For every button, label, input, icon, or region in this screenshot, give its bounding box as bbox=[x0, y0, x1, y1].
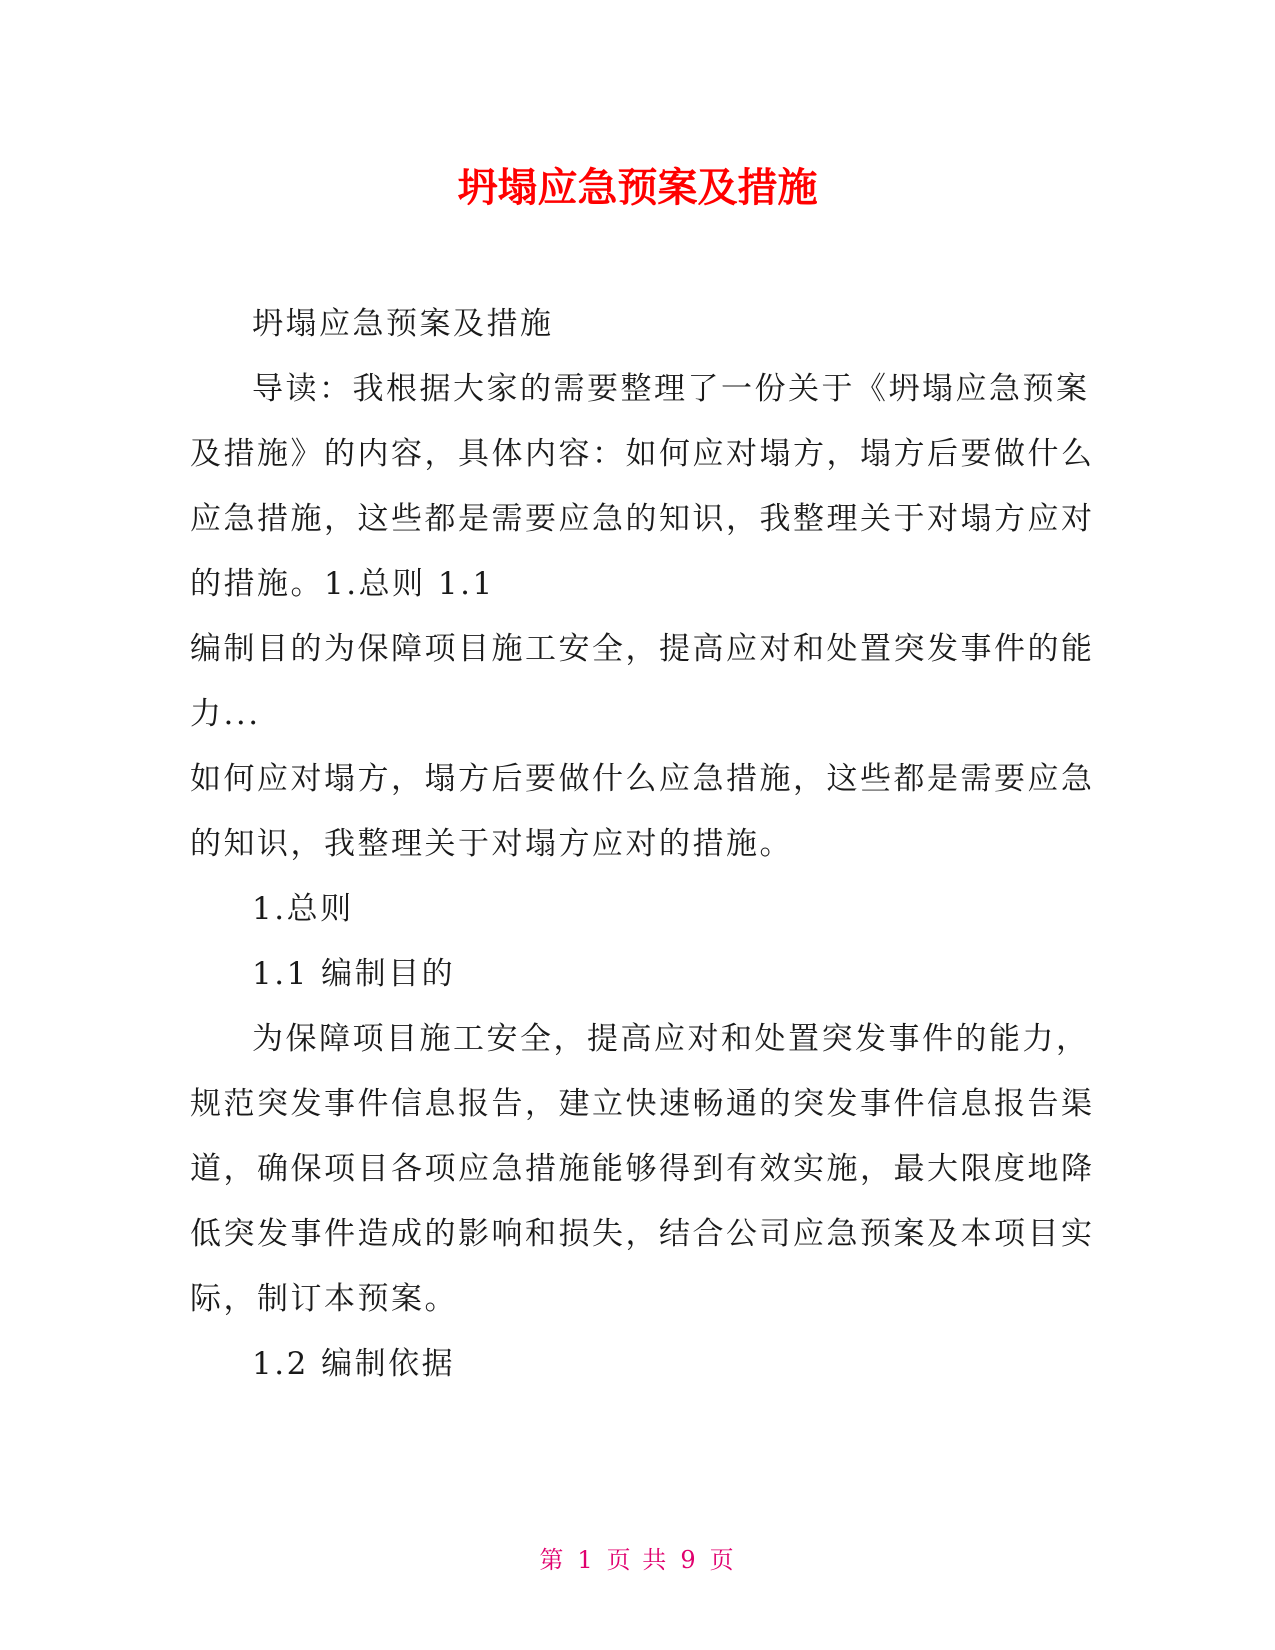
document-title: 坍塌应急预案及措施 bbox=[457, 165, 818, 211]
footer-prefix: 第 bbox=[539, 1546, 566, 1574]
total-page-count: 9 bbox=[680, 1546, 698, 1574]
body-line: 为保障项目施工安全，提高应对和处置突发事件的能力， bbox=[252, 1021, 1090, 1057]
body-line: 坍塌应急预案及措施 bbox=[252, 306, 554, 342]
section-heading: 1.总则 bbox=[252, 891, 354, 927]
current-page-number: 1 bbox=[577, 1546, 595, 1574]
body-line: 道，确保项目各项应急措施能够得到有效实施，最大限度地降 bbox=[190, 1151, 1095, 1187]
body-line: 应急措施，这些都是需要应急的知识，我整理关于对塌方应对 bbox=[190, 501, 1095, 537]
body-line: 力... bbox=[190, 696, 261, 732]
body-line: 际，制订本预案。 bbox=[190, 1281, 458, 1317]
body-line: 导读：我根据大家的需要整理了一份关于《坍塌应急预案 bbox=[252, 371, 1090, 407]
body-line: 的措施。1.总则 1.1 bbox=[190, 566, 495, 602]
body-line: 规范突发事件信息报告，建立快速畅通的突发事件信息报告渠 bbox=[190, 1086, 1095, 1122]
body-line: 及措施》的内容，具体内容：如何应对塌方，塌方后要做什么 bbox=[190, 436, 1095, 472]
body-line: 的知识，我整理关于对塌方应对的措施。 bbox=[190, 826, 793, 862]
body-line: 如何应对塌方，塌方后要做什么应急措施，这些都是需要应急 bbox=[190, 761, 1095, 797]
page-footer bbox=[0, 1545, 1275, 1575]
document-body bbox=[190, 292, 1095, 1397]
footer-mid: 页 共 bbox=[606, 1546, 669, 1574]
subsection-heading: 1.1 编制目的 bbox=[252, 956, 456, 992]
footer-suffix: 页 bbox=[709, 1546, 736, 1574]
body-line: 低突发事件造成的影响和损失，结合公司应急预案及本项目实 bbox=[190, 1216, 1095, 1252]
body-line: 编制目的为保障项目施工安全，提高应对和处置突发事件的能 bbox=[190, 631, 1095, 667]
subsection-heading: 1.2 编制依据 bbox=[252, 1346, 456, 1382]
